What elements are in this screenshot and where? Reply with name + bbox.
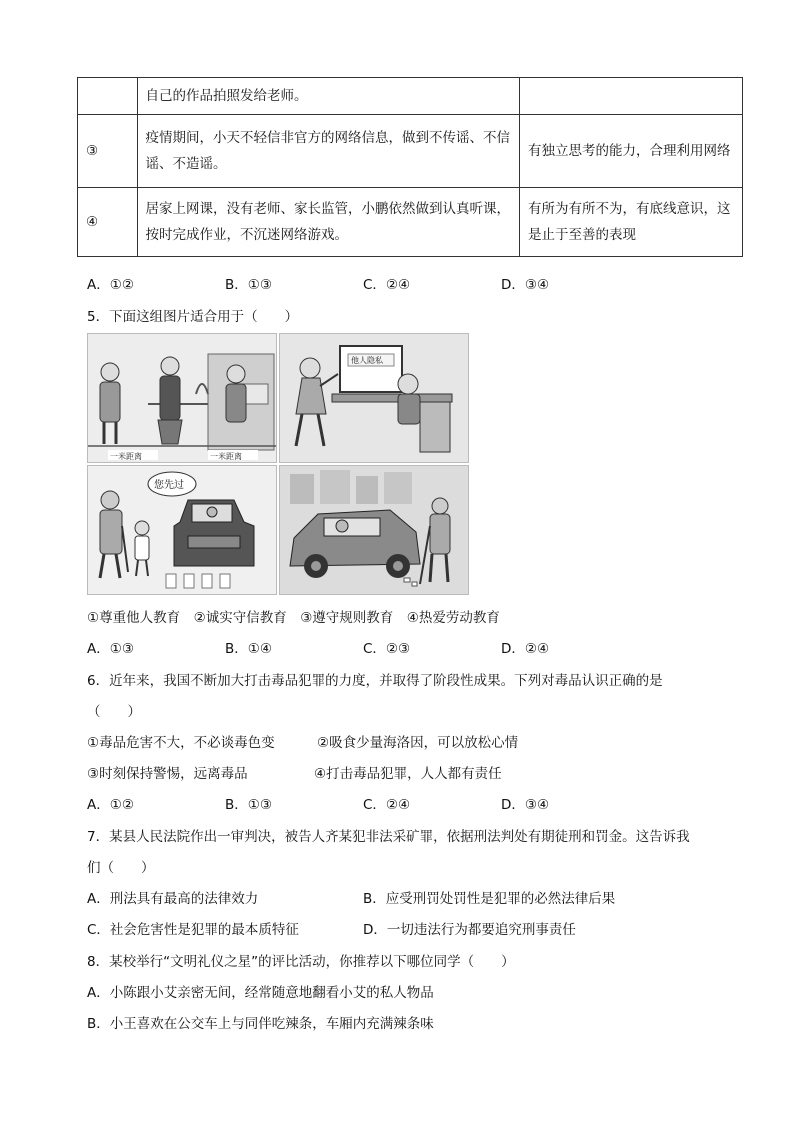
q8-stem: 8．某校举行“文明礼仪之星”的评比活动，你推荐以下哪位同学（ ）: [87, 954, 515, 970]
q6-item-2: ②吸食少量海洛因，可以放松心情: [317, 735, 519, 751]
label-distance-left: 一米距离: [110, 452, 142, 461]
q6-stem-line2: （ ）: [87, 704, 141, 720]
row-number: ③: [78, 115, 138, 188]
sign-privacy: 他人隐私: [351, 356, 383, 365]
q5-option-c: C．②③: [363, 641, 411, 657]
q4-option-b: B．①③: [225, 277, 272, 293]
row-situation: 居家上网课，没有老师、家长监管，小鹏依然做到认真听课，按时完成作业，不沉迷网络游戏。: [137, 188, 519, 257]
q5-stem: 5．下面这组图片适合用于（ ）: [87, 309, 299, 325]
q6-option-c: C．②④: [363, 797, 411, 813]
q5-option-d: D．②④: [501, 641, 550, 657]
q6-option-d: D．③④: [501, 797, 550, 813]
label-distance-right: 一米距离: [210, 452, 242, 461]
q6-item-1: ①毒品危害不大，不必谈毒色变: [87, 735, 275, 751]
q7-option-c: C．社会危害性是犯罪的最本质特征: [87, 922, 299, 938]
q6-option-a: A．①②: [87, 797, 134, 813]
row-analysis: 有独立思考的能力，合理利用网络: [519, 115, 742, 188]
table-row: [78, 188, 743, 257]
q7-stem-line2: 们（ ）: [87, 860, 155, 876]
answer-table: [77, 77, 743, 257]
q6-item-3: ③时刻保持警惕，远离毒品: [87, 766, 248, 782]
q8-option-b: B．小王喜欢在公交车上与同伴吃辣条，车厢内充满辣条味: [87, 1016, 434, 1032]
row-situation: 疫情期间，小天不轻信非官方的网络信息，做到不传谣、不信谣、不造谣。: [137, 115, 519, 188]
q4-option-d: D．③④: [501, 277, 550, 293]
q7-stem-line1: 7．某县人民法院作出一审判决，被告人齐某犯非法采矿罪，依据刑法判处有期徒刑和罚金。这告诉我: [87, 829, 690, 845]
q5-option-b: B．①④: [225, 641, 272, 657]
q7-option-b: B．应受刑罚处罚性是犯罪的必然法律后果: [363, 891, 616, 907]
q7-option-a: A．刑法具有最高的法律效力: [87, 891, 259, 907]
table-row: [78, 78, 743, 115]
row-analysis: 有所为有所不为，有底线意识，这是止于至善的表现: [519, 188, 742, 257]
q7-option-d: D．一切违法行为都要追究刑事责任: [363, 922, 576, 938]
q6-stem-line1: 6．近年来，我国不断加大打击毒品犯罪的力度，并取得了阶段性成果。下列对毒品认识正确的是: [87, 673, 663, 689]
table-row: [78, 115, 743, 188]
q6-item-4: ④打击毒品犯罪，人人都有责任: [314, 766, 502, 782]
row-number: ④: [78, 188, 138, 257]
q8-option-a: A．小陈跟小艾亲密无间，经常随意地翻看小艾的私人物品: [87, 985, 434, 1001]
row-situation: 自己的作品拍照发给老师。: [137, 78, 519, 115]
image-computer-privacy: [279, 333, 469, 463]
image-queue-distance: [87, 333, 277, 463]
speech-bubble: 您先过: [154, 480, 184, 491]
q4-option-a: A．①②: [87, 277, 134, 293]
row-analysis: [519, 78, 742, 115]
q4-option-c: C．②④: [363, 277, 411, 293]
row-number: [78, 78, 138, 115]
q5-option-a: A．①③: [87, 641, 134, 657]
image-car-litter: [279, 465, 469, 595]
image-car-yield: [87, 465, 277, 595]
q5-items: ①尊重他人教育 ②诚实守信教育 ③遵守规则教育 ④热爱劳动教育: [87, 610, 500, 626]
q6-option-b: B．①③: [225, 797, 272, 813]
q5-image-grid: [87, 333, 467, 593]
